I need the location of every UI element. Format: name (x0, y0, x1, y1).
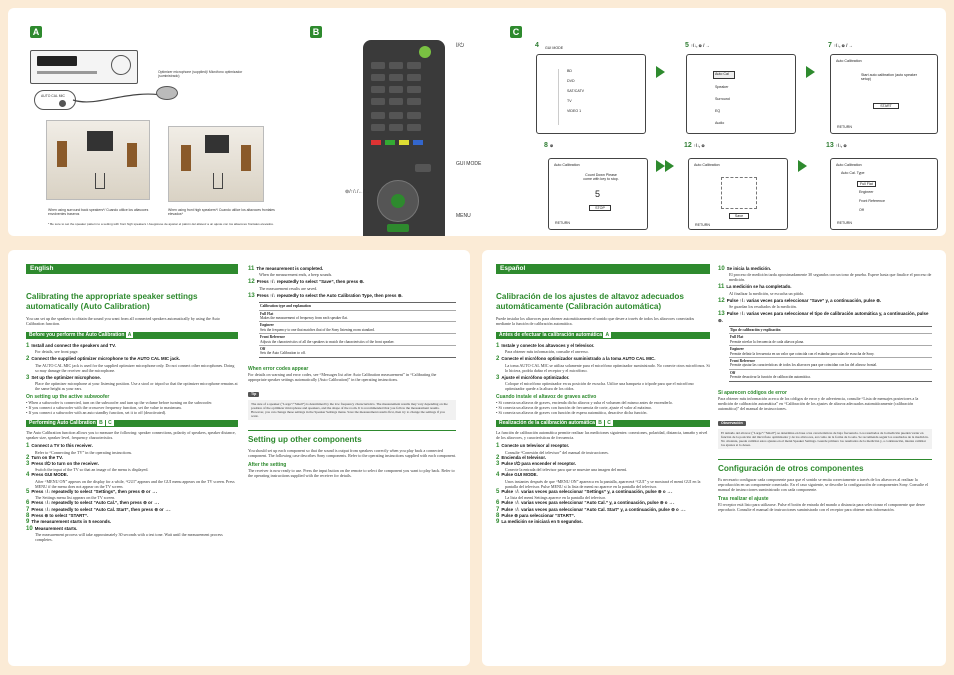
room-photo-front-high (168, 126, 264, 202)
flow-arrow (806, 66, 815, 78)
table-row: Off Permite desactivar la función de calibración automática. (729, 369, 932, 381)
step-item: 3 Pulse I/⏻ para encender el receptor. (496, 461, 577, 468)
table-row: Off Sets the Auto Calibration to off. (259, 345, 456, 357)
step-item: 5 Pulse ↑/↓ varias veces para seleccionar “Settings” y, a continuación, pulse ⊚ o →. (496, 488, 673, 495)
step-item: 3 Ajuste el micrófono optimizador. (496, 374, 570, 381)
step13-num: 13 ↑/↓, ⊚ (826, 142, 847, 149)
s4-item: DVD (567, 79, 575, 83)
jack-label: AUTO CAL MIC (41, 94, 65, 98)
step-item: 13 Pulse ↑/↓ varias veces para seleccionar el tipo de calibración automática y, a continuación, pulse ⊚. (718, 311, 929, 323)
spanish-other-title: Configuración de otros componentes (718, 459, 932, 474)
s13-option[interactable]: Engineer (859, 190, 874, 194)
step-item: 3 Set up the optimizer microphone. (26, 374, 101, 381)
s13-option[interactable]: Front Reference (859, 199, 885, 203)
spanish-other-text: Es necesario configurar cada componente para que el sonido se emita correctamente a través de los altavoces al realizar la reproducción en un componente conectado. En el caso siguiente, se describe la configuración de componentes Sony. Consulte el manual de instrucciones suministrado con cada componente. (718, 476, 929, 492)
tip-text: The size of a speaker (“Large”/“Small”) is determined by the low frequency characteristics. The measurement results may vary depending on the position of the optimizer microphone and speakers, and the shape of the room. It is recommended that you follow the measurement results. However, you can change these settings in the Speaker Settings menu. Save the measurement results first, then try to change the settings if you want. (248, 400, 456, 420)
s4-item: BD (567, 69, 572, 73)
spanish-after-text: El receptor está listo para utilizarse. Pulse el botón de entrada del mando a distancia para seleccionar el componente que desee reproducir. Consulte el manual de instrucciones suministrado con el receptor para obtener más información. (718, 501, 925, 512)
step-desc: Consulte “Conexión del televisor” del manual de instrucciones. (505, 449, 609, 455)
step-item: 1 Install and connect the speakers and TV. (26, 343, 116, 349)
spanish-perform-intro: La función de calibración automática permite realizar las mediciones siguientes: conexiones, polaridad, distancia, tamaño y nivel de los altavoces, y características de frecuencia. (496, 430, 708, 441)
english-after-head: After the setting (248, 461, 287, 468)
step5-num: 5 ↑/↓, ⊚ / → (685, 42, 710, 49)
step-item: 12 Press ↑/↓ repeatedly to select “Save”, then press ⊚. (248, 279, 365, 286)
s7-body: Start auto calibration (auto speaker setup) (861, 73, 917, 82)
spanish-col1 (496, 264, 710, 526)
speaker-footnote: * Be sure to set the speaker pattern to a setting with front high speakers / Asegúrese de ajustar el patrón del altavoz a un ajuste con los altavoces frontales elevados. (48, 222, 274, 226)
step-desc: Para obtener más información, consulte el anverso. (505, 349, 589, 355)
spanish-before-bar: Antes de efectuar la calibración automática A (496, 332, 710, 339)
english-subwoofer-head: On setting up the active subwoofer (26, 394, 110, 401)
step-item: 10 Se inicia la medición. (718, 266, 772, 272)
spanish-lang-bar: Español (496, 264, 710, 274)
spanish-panel (482, 250, 946, 666)
screen-step4 (536, 46, 646, 134)
english-intro: You can set up the speakers to obtain the sound you want from all connected speakers automatically by using the Auto Calibration function. (26, 316, 220, 326)
s5-item: Audio (715, 121, 725, 125)
step-desc: Place the optimizer microphone at your listening position. Use a stool or tripod so that the optimizer microphone remains at the same height as your ears. (35, 381, 238, 392)
step-item: 1 Connect a TV to this receiver. (26, 443, 93, 450)
screen-step5 (686, 54, 796, 134)
step-item: 6 Pulse ↑/↓ varias veces para seleccionar “Auto Cal.” y, a continuación, pulse ⊚ o →. (496, 500, 675, 507)
top-panel (8, 8, 946, 236)
bullet: • If you connect a subwoofer with an auto standby function, set it to off (deactivated). (26, 410, 167, 416)
bullet: • Si conecta un altavoz de graves con función de frecuencia de corte, ajuste el valor al máximo. (496, 405, 652, 411)
step-item: 9 The measurement starts in 5 seconds. (26, 519, 112, 526)
tip-label: Tip (248, 392, 259, 397)
english-panel (8, 250, 470, 666)
s4-item: VIDEO 1 (567, 109, 582, 113)
optimizer-mic (156, 86, 178, 100)
step-item: 12 Pulse ↑/↓ varias veces para seleccionar “Save” y, a continuación, pulse ⊚. (718, 297, 882, 304)
step-desc: Al finalizar la medición, se escucha un pitido. (729, 290, 805, 296)
step-item: 10 Measurement starts. (26, 525, 78, 532)
label-arrows: ⊚/↑/↓/←/→ (345, 189, 370, 195)
screen-step8 (548, 158, 648, 230)
step-desc: La lista del menú Settings aparece en la pantalla del televisor. (505, 495, 606, 501)
step-desc: The measurement process will take approximately 30 seconds with a test tone. Wait until the measurement process completes. (35, 532, 223, 543)
table-row: Full Flat Makes the measurement of frequency from each speaker flat. (259, 310, 456, 322)
label-gui-mode: GUI MODE (456, 161, 482, 167)
english-col1 (26, 264, 238, 542)
step-item: 9 La medición se iniciará en 5 segundos. (496, 519, 583, 526)
table-header: Calibration type and explanation (260, 304, 311, 309)
english-after-text: The receiver is now ready to use. Press the input button on the remote to select the component you want to play back. Refer to the operating instructions supplied with the receiver for details. (248, 467, 455, 478)
step-desc: La toma AUTO CAL MIC se utiliza solamente para el micrófono optimizador suministrado. No conecte otros micrófonos. Si lo hiciera, podría dañar el receptor y el micrófono. (505, 362, 710, 373)
section-tag-c: C (510, 26, 522, 38)
step-item: 7 Pulse ↑/↓ varias veces para seleccionar “Auto Cal. Start” y, a continuación, pulse ⊚ o →. (496, 506, 686, 513)
english-error-head: When error codes appear (248, 365, 309, 372)
step-desc: Se guardan los resultados de la medición. (729, 304, 797, 310)
english-col2 (248, 266, 456, 478)
step-item: 4 Press GUI MODE. (26, 472, 68, 479)
s13-footer: RETURN (837, 221, 852, 225)
s7-footer: RETURN (837, 125, 852, 129)
label-menu: MENU (456, 213, 471, 219)
s8-footer: RETURN (555, 221, 570, 225)
step-desc: El proceso de medición tarda aproximadamente 30 segundos con un tono de prueba. Espere hasta que finalice el proceso de medición. (729, 272, 932, 283)
english-other-title: Setting up other components (248, 430, 456, 445)
screen-step13 (830, 158, 938, 230)
mic-label: Optimizer microphone (supplied)/ Micrófono optimizador (suministrado) (158, 70, 243, 78)
step-desc: When the measurement ends, a beep sounds. (259, 272, 333, 278)
english-steps-perform (26, 443, 238, 542)
flow-arrow (665, 160, 674, 172)
flow-arrow (798, 160, 807, 172)
s12-speaker-map (721, 177, 757, 209)
step-item: 1 Conecte un televisor al receptor. (496, 443, 570, 450)
english-perform-bar: Performing Auto Calibration B C (26, 420, 238, 427)
bullet: • Si conecta un altavoz de graves, encienda dicho altavoz y suba el volumen del mismo antes de encenderlo. (496, 400, 673, 406)
spanish-title: Calibración de los ajustes de altavoz adecuados automáticamente (Calibración automática) (496, 292, 684, 311)
step-desc: The Settings menu list appears on the TV screen. (35, 495, 116, 501)
dpad[interactable] (377, 180, 419, 222)
spanish-steps-perform (496, 443, 710, 526)
table-row: Engineer Sets the frequency to one that matches that of the Sony listening room standard. (259, 321, 456, 333)
step-item: 7 Press ↑/↓ repeatedly to select “Auto Cal. Start”, then press ⊚ or →. (26, 506, 171, 513)
table-row: Front Reference Adjusts the characteristics of all the speakers to match the characteristics of the front speaker. (259, 333, 456, 345)
flow-arrow (656, 160, 665, 172)
room-photo-surround-back (46, 120, 150, 200)
screen-step12 (688, 158, 788, 230)
calibration-table (259, 302, 456, 358)
english-lang-bar: English (26, 264, 238, 274)
s13-option[interactable]: Full Flat (857, 181, 876, 187)
step-item: 2 Connect the supplied optimizer microphone to the AUTO CAL MIC jack. (26, 356, 181, 363)
bullet: • When a subwoofer is connected, turn on the subwoofer and turn up the volume before turning on the subwoofer. (26, 400, 213, 406)
english-before-bar: Before you perform the Auto Calibration A (26, 332, 238, 339)
remote-control (363, 40, 445, 236)
table-row: Full Flat Permite nivelar la frecuencia de cada altavoz plana. (729, 333, 932, 345)
menu-button[interactable] (387, 224, 409, 232)
spanish-col2 (718, 266, 932, 512)
s7-start-button[interactable]: START (873, 103, 899, 109)
step4-num: 4 (535, 42, 539, 49)
step-item: 2 Encienda el televisor. (496, 454, 547, 461)
step-desc: After “MENU ON” appears on the display for a while, “GUI” appears and the GUI menu appears on the TV screen. Press MENU if the menu does not appear on the TV screen. (35, 478, 235, 489)
s5-item: Auto Cal (715, 72, 729, 76)
step-item: 2 Turn on the TV. (26, 454, 63, 461)
spanish-error-head: Si aparecen códigos de error (718, 389, 787, 396)
section-tag-b: B (310, 26, 322, 38)
step-item: 1 Instale y conecte los altavoces y el televisor. (496, 343, 595, 349)
caption-surround-back: When using surround back speakers*/ Cuando utilice los altavoces envolventes traseros (48, 208, 149, 216)
table-row: Front Reference Permite ajustar las características de todos los altavoces para que coincidan con las del altavoz frontal. (729, 357, 932, 369)
english-other-text: You should set up each component so that the sound is output from speakers correctly when you play back a connected component. The following case describes Sony components. Refer to the operating instructions supplied with each component. (248, 447, 456, 458)
s12-footer: RETURN (695, 223, 710, 227)
s5-item: Surround (715, 97, 730, 101)
section-tag-a: A (30, 26, 42, 38)
s8-stop-button[interactable]: STOP (589, 205, 611, 211)
step-desc: Refer to “Connecting the TV” in the operating instructions. (35, 449, 133, 455)
s13-option[interactable]: Off (859, 208, 864, 212)
enter-button[interactable] (391, 194, 405, 208)
s13-title: Auto Calibration (836, 163, 862, 167)
s12-save-button[interactable]: Save (729, 213, 749, 219)
s4-item: TV (567, 99, 572, 103)
step-desc: Conecte la entrada del televisor para que se muestre una imagen del menú. (505, 467, 628, 473)
label-power: I/⏻ (456, 43, 465, 49)
step-item: 4 Pulse GUI MODE. (496, 472, 538, 479)
s5-item: Speaker (715, 85, 729, 89)
step7-num: 7 ↑/↓, ⊚ / → (828, 42, 853, 49)
spanish-subwoofer-head: Cuando instale el altavoz de graves activo (496, 394, 597, 401)
step-item: 11 The measurement is completed. (248, 266, 324, 272)
step-desc: For details, see front page. (35, 349, 79, 355)
spanish-after-head: Tras realizar el ajuste (718, 495, 769, 502)
calibration-table (729, 326, 932, 382)
step-item: 3 Press I/⏻ to turn on the receiver. (26, 461, 99, 468)
step8-num: 8 ⊚ (544, 142, 554, 149)
bullet: • If you connect a subwoofer with the crossover frequency function, set the value to maximum. (26, 405, 182, 411)
spanish-intro: Puede instalar los altavoces para obtener automáticamente el sonido que desee a través de todos los altavoces conectados mediante la función de calibración automática. (496, 316, 695, 326)
english-error-text: For details on warning and error codes, see “Messages list after Auto Calibration measurement” in “Calibrating the appropriate speaker settings automatically (Auto Calibration)” in the operating instructions. (248, 371, 437, 382)
s4-gui-label: GUI MODE (545, 46, 564, 50)
step12-num: 12 ↑/↓, ⊚ (684, 142, 705, 149)
remote-power-button[interactable] (419, 46, 431, 58)
s8-title: Auto Calibration (554, 163, 580, 167)
s4-item: SAT/CATV (567, 89, 585, 93)
tip-text: El tamaño del altavoz (“Large”/“Small”) se determina en base a las características de baja frecuencia. Los resultados de la medición pueden variar en función de la posición del micrófono optimizador y de los altavoces, así como de la forma de la sala. Se recomienda seguir los resultados de la medición. No obstante, puede cambiar estos ajustes en el menú Speaker Settings. Guarde primero los resultados de la medición y, a continuación, intente cambiar los ajustes si lo desea. (718, 429, 932, 449)
step-item: 13 Press ↑/↓ repeatedly to select the Auto Calibration Type, then press ⊚. (248, 292, 403, 299)
step-desc: The AUTO CAL MIC jack is used for the supplied optimizer microphone only. Do not connect other microphones. Doing so may damage the receiver and the microphone. (35, 362, 235, 373)
english-title: Calibrating the appropriate speaker settings automatically (Auto Calibration) (26, 292, 198, 311)
step-desc: Coloque el micrófono optimizador en su posición de escucha. Utilice una banqueta o trípode para que el micrófono optimizador quede a la altura de los oídos. (505, 381, 694, 392)
table-row: Engineer Permite definir la frecuencia en un valor que coincida con el estándar para salas de escucha de Sony. (729, 345, 932, 357)
gui-mode-button[interactable] (415, 164, 431, 172)
flow-arrow (656, 66, 665, 78)
step-item: 8 Press ⊚ to select “START”. (26, 513, 89, 520)
english-perform-intro: The Auto Calibration function allows you to measure the following: speaker connections, polarity of speakers, speaker distance, speaker size, speaker level, frequency characteristics. (26, 430, 236, 441)
s5-item: EQ (715, 109, 721, 113)
s12-title: Auto Calibration (694, 163, 720, 167)
table-header: Tipo de calibración y explicación (730, 328, 781, 333)
step-item: 5 Press ↑/↓ repeatedly to select “Settings”, then press ⊚ or →. (26, 488, 158, 495)
spanish-error-text: Para obtener más información acerca de los códigos de error y de advertencia, consulte “Lista de mensajes posteriores a la medición de calibración automática” en “Calibración de los ajustes de altavoz adecuados automáticamente (calibración automática)” del manual de instrucciones. (718, 395, 919, 411)
s7-title: Auto Calibration (836, 59, 862, 63)
s8-count: 5 (595, 189, 601, 199)
step-desc: Unos instantes después de que “MENU ON” aparezca en la pantalla, aparecerá “GUI” y se mostrará el menú GUI en la pantalla del televisor. Pulse MENU si la lista de menú no aparece en la pantalla del televisor. (505, 478, 701, 489)
step-item: 8 Pulse ⊚ para seleccionar “START”. (496, 513, 575, 520)
s13-subtitle: Auto Cal. Type (841, 171, 865, 175)
english-steps-before (26, 343, 238, 391)
bullet: • Si conecta un altavoz de graves con función de espera automática, desactive dicha función. (496, 410, 648, 416)
caption-front-high: When using front high speakers*/ Cuando utilice los altavoces frontales elevados* (168, 208, 275, 216)
spanish-perform-bar: Realización de la calibración automática B C (496, 420, 710, 427)
s8-body: Count Down Please come with key to stop. (583, 173, 619, 182)
screen-step7 (830, 54, 938, 134)
step-desc: Switch the input of the TV so that an image of the menu is displayed. (35, 467, 149, 473)
step-item: 2 Conecte el micrófono optimizador suministrado a la toma AUTO CAL MIC. (496, 356, 656, 363)
step-desc: The measurement results are saved. (259, 285, 318, 291)
tip-label: Observación (718, 421, 746, 426)
step-item: 11 La medición se ha completado. (718, 284, 792, 291)
step-item: 6 Press ↑/↓ repeatedly to select “Auto Cal.”, then press ⊚ or →. (26, 500, 160, 507)
spanish-steps-before (496, 343, 710, 391)
